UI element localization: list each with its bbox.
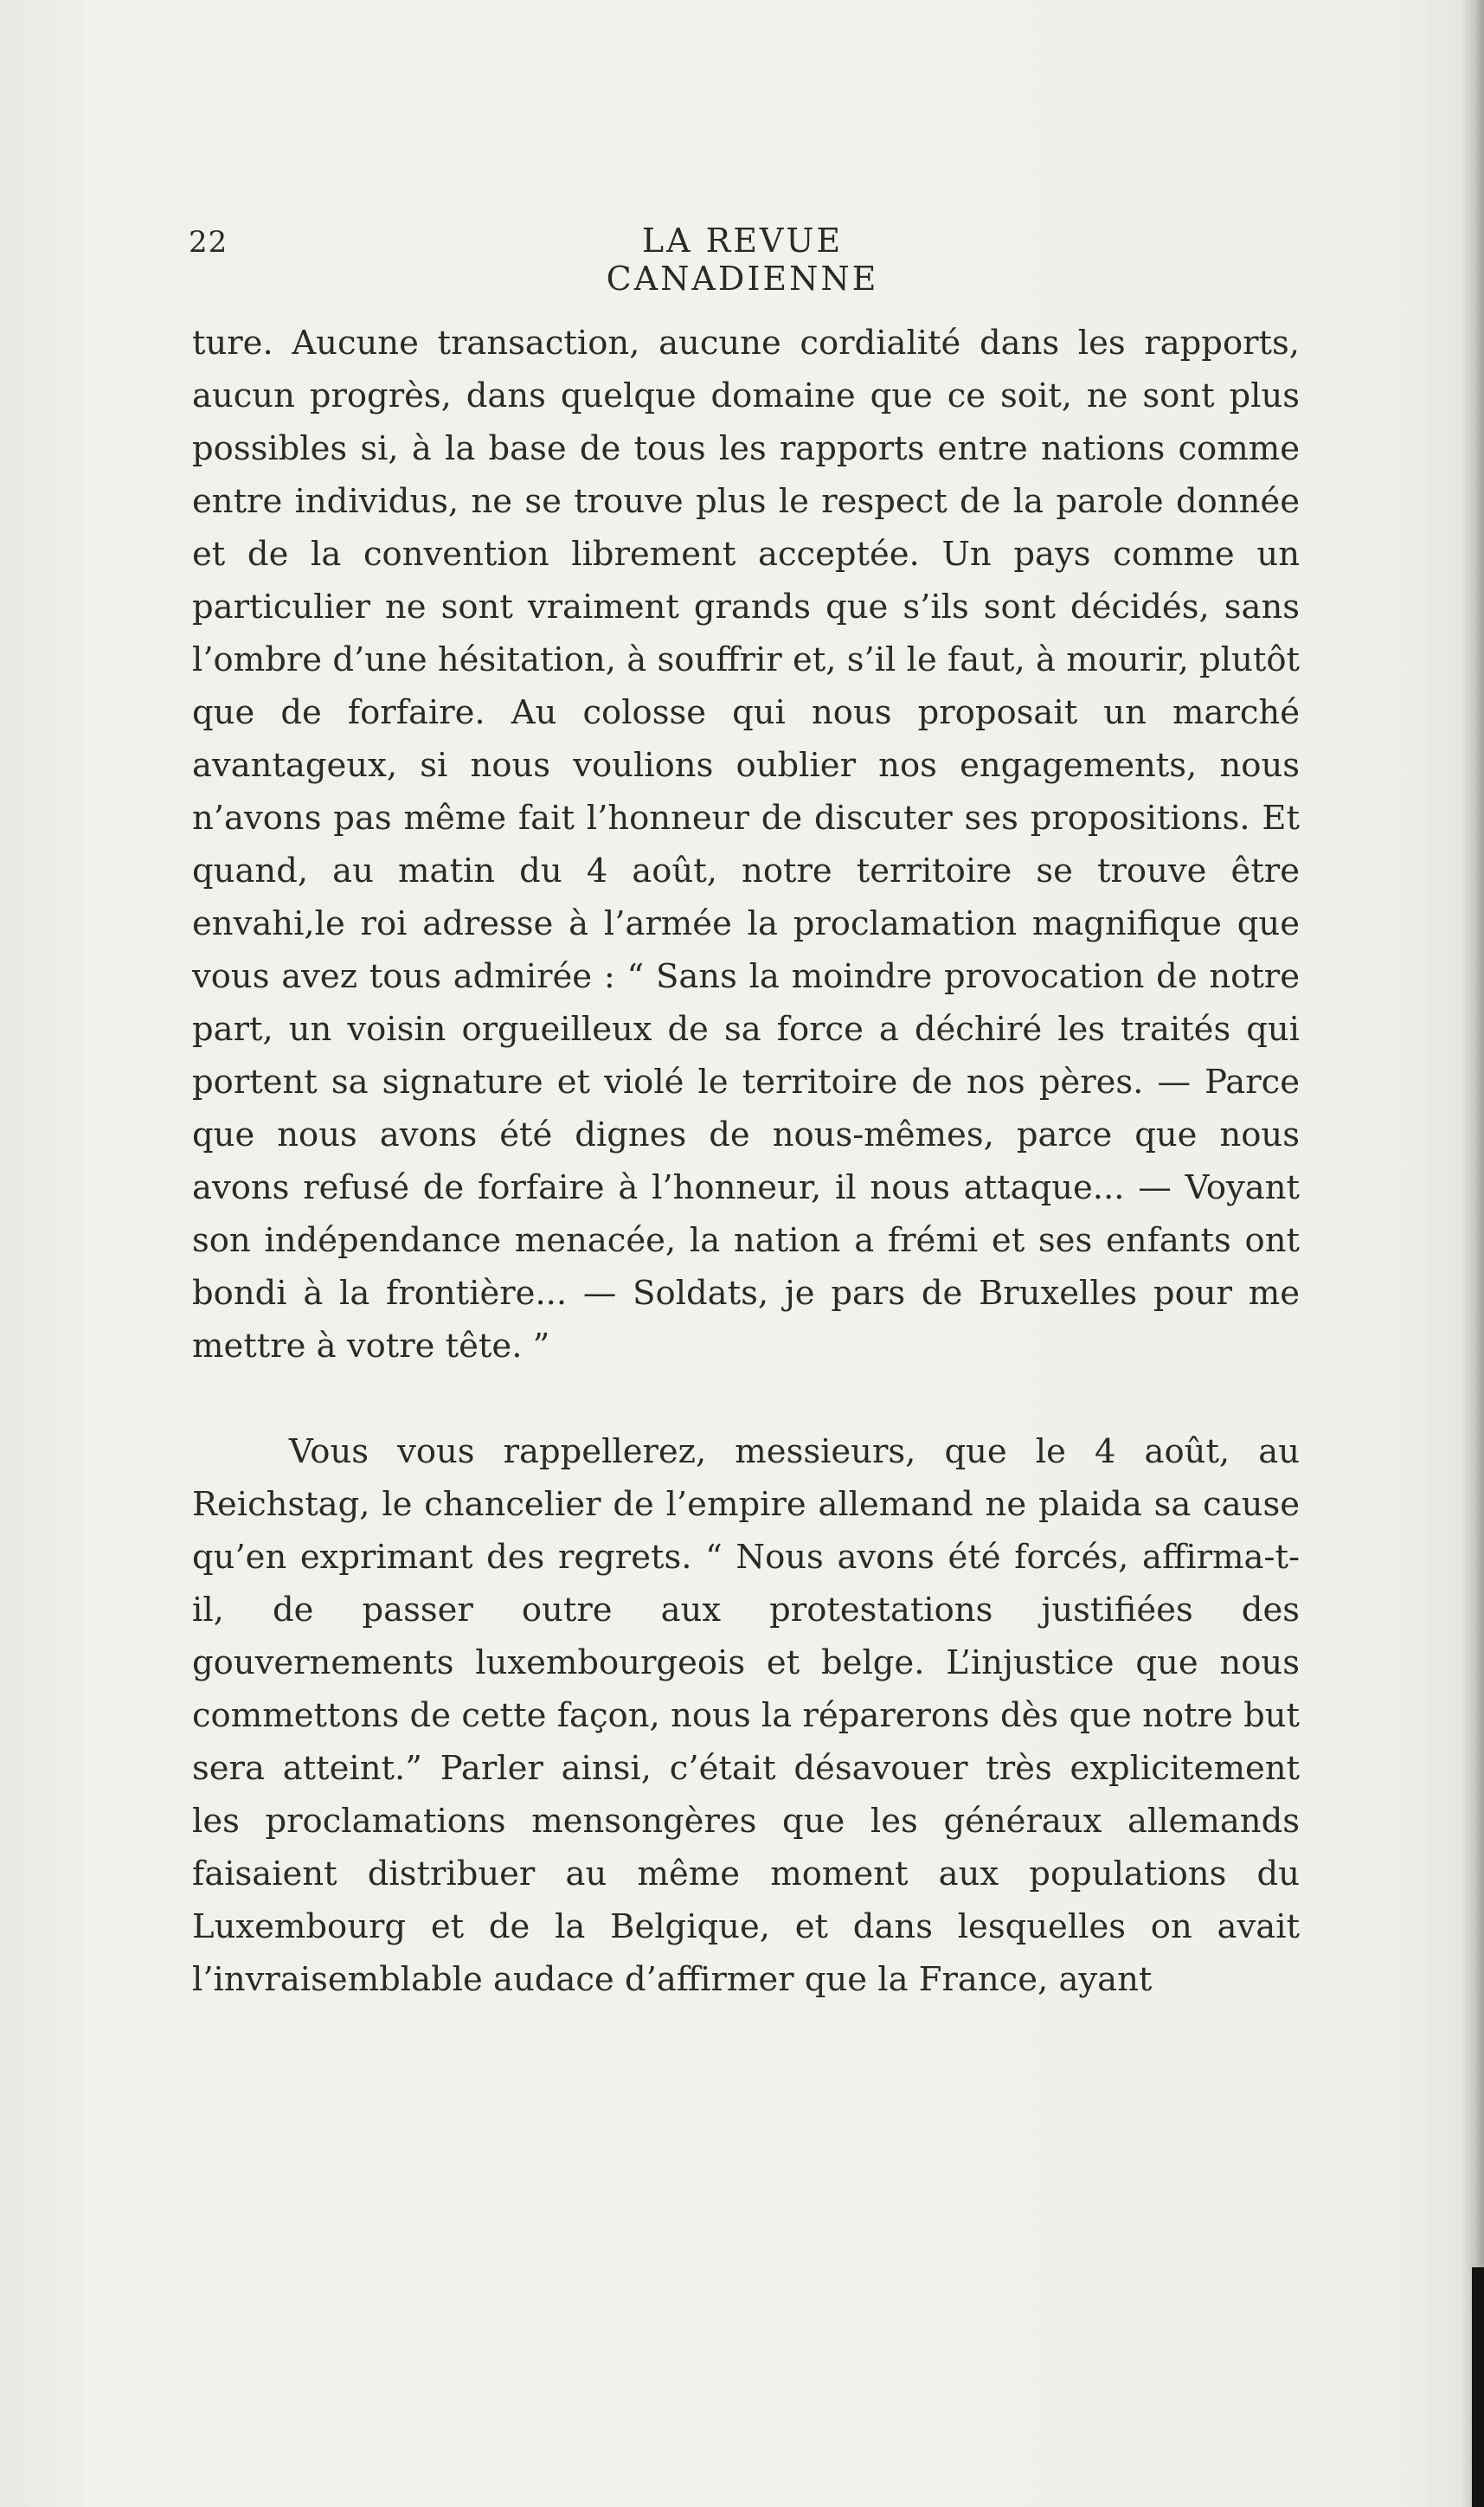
running-title: LA REVUE CANADIENNE (606, 222, 879, 298)
body-text (192, 317, 1300, 2006)
paragraph-1: ture. Aucune transaction, aucune cordialité dans les rapports, aucun progrès, dans quelque domaine que ce soit, ne sont plus possibles si, à la base de tous les rapports entre nations comme entre individus, ne se trouve plus le respect de la parole donnée et de la convention librement acceptée. Un pays comme un particulier ne sont vraiment grands que s’ils sont décidés, sans l’ombre d’une hésitation, à souffrir et, s’il le faut, à mourir, plutôt que de forfaire. Au colosse qui nous proposait un marché avantageux, si nous voulions oublier nos engagements, nous n’avons pas même fait l’honneur de discuter ses propositions. Et quand, au matin du 4 août, notre territoire se trouve être envahi,le roi adresse à l’armée la proclamation magnifique que vous avez tous admirée : “ Sans la moindre provocation de notre part, un voisin orgueilleux de sa force a déchiré les traités qui portent sa signature et violé le territoire de nos pères. — Parce que nous avons été dignes de nous-mêmes, parce que nous avons refusé de forfaire à l’honneur, il nous attaque... — Voyant son indépendance menacée, la nation a frémi et ses enfants ont bondi à la frontière... — Soldats, je pars de Bruxelles pour me mettre à votre tête. ” (192, 324, 1300, 1366)
page-number: 22 (189, 225, 228, 260)
binding-edge (1472, 2267, 1484, 2507)
page-edge-shadow (1462, 0, 1484, 2507)
page-header (189, 218, 1305, 298)
paragraph-2: Vous vous rappellerez, messieurs, que le 4 août, au Reichstag, le chancelier de l’empire allemand ne plaida sa cause qu’en exprimant des regrets. “ Nous avons été forcés, affirma-t-il, de passer outre aux protestations justifiées des gouvernements luxembourgeois et belge. L’injustice que nous commettons de cette façon, nous la réparerons dès que notre but sera atteint.” Parler ainsi, c’était désavouer très explicitement les proclamations mensongères que les généraux allemands faisaient distribuer au même moment aux populations du Luxembourg et de la Belgique, et dans lesquelles on avait l’invraisemblable audace d’affirmer que la France, ayant (192, 1432, 1300, 1999)
